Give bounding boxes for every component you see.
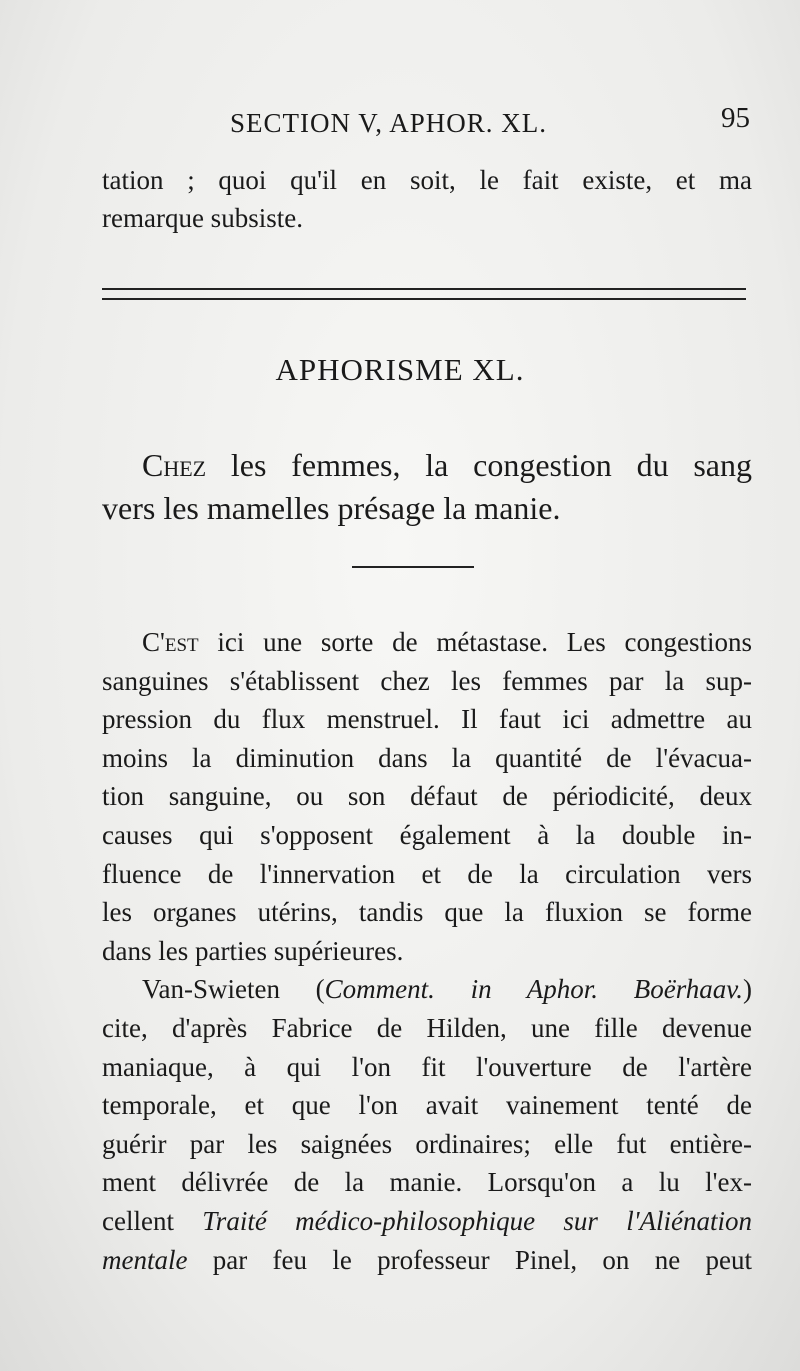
section-divider [102, 288, 746, 300]
text-line [102, 970, 752, 1009]
short-divider [352, 566, 474, 568]
citation: Comment. in Aphor. Boërhaav. [324, 974, 743, 1005]
text-line: les organes utérins, tandis que la fluxion se forme [102, 897, 752, 928]
book-title: mentale [102, 1244, 188, 1275]
text-line: tion sanguine, ou son défaut de périodicité, deux [102, 781, 752, 812]
running-header [100, 102, 750, 148]
text-line: temporale, et que l'on avait vainement tenté de [102, 1090, 752, 1121]
text-line: causes qui s'opposent également à la double in- [102, 819, 752, 850]
text-line: dans les parties supérieures. [102, 935, 404, 966]
initial-word: Chez [142, 447, 207, 483]
text-line: guérir par les saignées ordinaires; elle fut entière- [102, 1128, 752, 1159]
text-line: cite, d'après Fabrice de Hilden, une fille devenue [102, 1012, 752, 1043]
text-fragment: les femmes, la congestion du sang [206, 447, 752, 483]
text-fragment: ) [742, 974, 752, 1005]
text-fragment: Van-Swieten ( [142, 974, 325, 1005]
aphorism-text [102, 444, 752, 530]
text-line [102, 1202, 752, 1241]
text-line: fluence de l'innervation et de la circulation vers [102, 858, 752, 889]
book-title: Traité médico-philosophique sur l'Aliénation [202, 1205, 752, 1236]
text-line: moins la diminution dans la quantité de l'évacua- [102, 742, 752, 773]
text-line: vers les mamelles présage la manie. [102, 490, 561, 526]
text-line: tation ; quoi qu'il en soit, le fait existe, et ma [102, 165, 752, 195]
text-fragment: par feu le professeur Pinel, on ne peut [187, 1244, 752, 1275]
text-line: sanguines s'établissent chez les femmes par la sup- [102, 665, 752, 696]
running-title: SECTION V, APHOR. XL. [230, 108, 548, 138]
text-line [102, 623, 752, 662]
text-line: maniaque, à qui l'on fit l'ouverture de l'artère [102, 1051, 752, 1082]
commentary-paragraph [102, 623, 752, 1279]
text-line [102, 444, 752, 487]
carryover-paragraph [102, 162, 752, 237]
text-line [102, 1241, 752, 1280]
initial-word: C'est [142, 627, 199, 657]
page-number: 95 [721, 102, 750, 134]
text-fragment: cellent [102, 1205, 203, 1236]
text-line: pression du flux menstruel. Il faut ici admettre au [102, 704, 752, 735]
text-line: ment délivrée de la manie. Lorsqu'on a lu l'ex- [102, 1167, 752, 1198]
text-line: remarque subsiste. [102, 202, 303, 233]
text-fragment: ici une sorte de métastase. Les congestions [198, 627, 752, 657]
aphorism-title: APHORISME XL. [275, 352, 525, 387]
